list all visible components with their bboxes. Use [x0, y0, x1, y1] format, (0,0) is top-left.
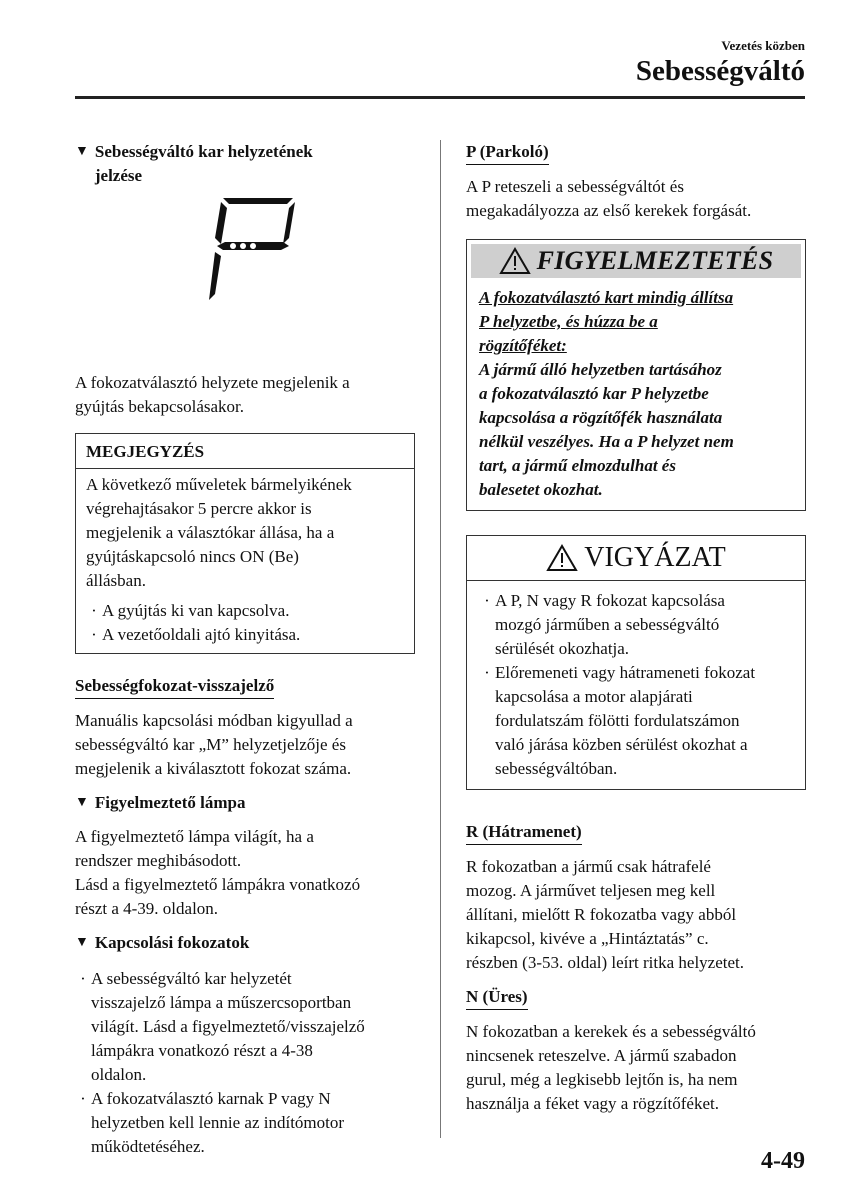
warning-triangle-icon [499, 247, 531, 275]
text-line: A fokozatválasztó kart mindig állítsa [479, 288, 734, 307]
caution-body [467, 581, 805, 789]
paragraph [75, 371, 415, 419]
header-rule [75, 96, 805, 99]
text-line: való járása közben sérülést okozhat a [495, 735, 748, 754]
heading-neutral: N (Üres) [466, 986, 528, 1010]
heading-line: jelzése [94, 166, 143, 185]
list-item-text: A vezetőoldali ajtó kinyitása. [102, 625, 301, 644]
heading-line: Sebességváltó kar helyzetének [94, 142, 313, 161]
triangle-down-icon: ▼ [75, 935, 89, 950]
text-line: A sebességváltó kar helyzetét [91, 969, 292, 988]
heading-gear-position-display [75, 140, 415, 188]
list-item [75, 967, 415, 1087]
list-item [86, 599, 404, 623]
triangle-down-icon: ▼ [75, 795, 89, 810]
text-line: állásban. [86, 571, 146, 590]
list-item-text [495, 589, 725, 661]
text-line: R fokozatban a jármű csak hátrafelé [466, 857, 711, 876]
text-line: visszajelző lámpa a műszercsoportban [91, 993, 352, 1012]
list-item [479, 661, 793, 781]
text-line: Lásd a figyelmeztető lámpákra vonatkozó [75, 875, 361, 894]
heading-warning-lamp [75, 791, 415, 815]
bullet-dot-icon: · [91, 601, 97, 620]
text-line: A következő műveletek bármelyikének [86, 475, 352, 494]
text-line: gurul, még a legkisebb lejtőn is, ha nem [466, 1070, 738, 1089]
right-column [466, 140, 806, 1116]
text-line: A figyelmeztető lámpa világít, ha a [75, 827, 314, 846]
note-title: MEGJEGYZÉS [76, 434, 414, 469]
text-line: a fokozatválasztó kar P helyzetbe [479, 384, 709, 403]
text-line: balesetet okozhat. [479, 480, 603, 499]
text-line: kapcsolása a rögzítőfék használata [479, 408, 723, 427]
page-number: 4-49 [761, 1148, 805, 1174]
text-line: A P, N vagy R fokozat kapcsolása [495, 591, 725, 610]
caution-header [467, 536, 805, 581]
text-line: gyújtás bekapcsolásakor. [75, 397, 245, 416]
text-line: sebességváltó kar „M” helyzetjelzője és [75, 735, 346, 754]
text-line: működtetéséhez. [91, 1137, 205, 1156]
text-line: sebességváltóban. [495, 759, 618, 778]
text-line: megakadályozza az első kerekek forgását. [466, 201, 752, 220]
text-line: használja a féket vagy a rögzítőféket. [466, 1094, 719, 1113]
text-line: Manuális kapcsolási módban kigyullad a [75, 711, 353, 730]
text-line: állítani, mielőtt R fokozatba vagy abból [466, 905, 737, 924]
bullet-dot-icon: · [91, 625, 97, 644]
paragraph [466, 175, 806, 223]
text-line: mozog. A járművet teljesen meg kell [466, 881, 716, 900]
text-line: nincsenek reteszelve. A jármű szabadon [466, 1046, 737, 1065]
caution-box [466, 535, 806, 790]
paragraph [466, 1020, 806, 1116]
text-line: oldalon. [91, 1065, 147, 1084]
page-title: Sebességváltó [635, 55, 805, 87]
list-item [479, 589, 793, 661]
heading-text: Figyelmeztető lámpa [94, 793, 246, 812]
text-line: gyújtáskapcsoló nincs ON (Be) [86, 547, 299, 566]
segment-p-icon [203, 190, 303, 310]
text-line: kikapcsol, kivéve a „Hintáztatás” c. [466, 929, 709, 948]
text-line: fordulatszám fölötti fordulatszámon [495, 711, 740, 730]
text-line: P helyzetbe, és húzza be a [479, 312, 658, 331]
text-line: részben (3-53. oldal) leírt ritka helyzetet. [466, 953, 745, 972]
text-line: tart, a jármű elmozdulhat és [479, 456, 676, 475]
text-line: lámpákra vonatkozó részt a 4-38 [91, 1041, 313, 1060]
text-line: kapcsolása a motor alapjárati [495, 687, 693, 706]
text-line: A fokozatválasztó helyzete megjelenik a [75, 373, 350, 392]
text-line: mozgó járműben a sebességváltó [495, 615, 720, 634]
list-item-text [495, 661, 755, 781]
note-box [75, 433, 415, 654]
text-line: A P reteszeli a sebességváltót és [466, 177, 684, 196]
text-line: megjelenik a kiválasztott fokozat száma. [75, 759, 352, 778]
text-line: részt a 4-39. oldalon. [75, 899, 219, 918]
text-line: nélkül veszélyes. Ha a P helyzet nem [479, 432, 734, 451]
bullet-dot-icon: · [80, 1089, 86, 1108]
list-item-text: A gyújtás ki van kapcsolva. [102, 601, 290, 620]
column-divider [440, 140, 441, 1138]
heading-park: P (Parkoló) [466, 141, 549, 165]
header-section: Vezetés közben [721, 38, 805, 53]
text-line: A jármű álló helyzetben tartásához [479, 360, 722, 379]
heading-gear-indicator: Sebességfokozat-visszajelző [75, 675, 274, 699]
caution-title: VIGYÁZAT [584, 542, 726, 573]
text-line: világít. Lásd a figyelmeztető/visszajelző [91, 1017, 365, 1036]
triangle-down-icon: ▼ [75, 144, 89, 159]
warning-body [467, 282, 805, 510]
list-item-text [91, 1087, 344, 1159]
heading-reverse: R (Hátramenet) [466, 821, 582, 845]
heading-shift-positions [75, 931, 415, 955]
warning-box [466, 239, 806, 511]
text-line: rendszer meghibásodott. [75, 851, 242, 870]
bullet-dot-icon: · [80, 969, 86, 988]
text-line: N fokozatban a kerekek és a sebességváltó [466, 1022, 756, 1041]
text-line: helyzetben kell lennie az indítómotor [91, 1113, 345, 1132]
text-line: A fokozatválasztó karnak P vagy N [91, 1089, 331, 1108]
text-line: Előremeneti vagy hátrameneti fokozat [495, 663, 756, 682]
warning-triangle-icon [546, 544, 578, 572]
warning-header [471, 244, 801, 278]
list-item-text [91, 967, 365, 1087]
text-line: végrehajtásakor 5 percre akkor is [86, 499, 312, 518]
bullet-dot-icon: · [484, 663, 490, 682]
left-column [75, 140, 415, 1159]
list-item [75, 1087, 415, 1159]
warning-title: FIGYELMEZTETÉS [536, 246, 774, 275]
bullet-dot-icon: · [484, 591, 490, 610]
text-line: megjelenik a választókar állása, ha a [86, 523, 335, 542]
paragraph [75, 709, 415, 781]
text-line: sérülését okozhatja. [495, 639, 630, 658]
paragraph [75, 825, 415, 921]
heading-text: Kapcsolási fokozatok [94, 933, 250, 952]
text-line: rögzítőféket: [479, 336, 567, 355]
note-body [76, 469, 414, 653]
paragraph [466, 855, 806, 975]
list-item [86, 623, 404, 647]
p-display-graphic [75, 188, 415, 313]
